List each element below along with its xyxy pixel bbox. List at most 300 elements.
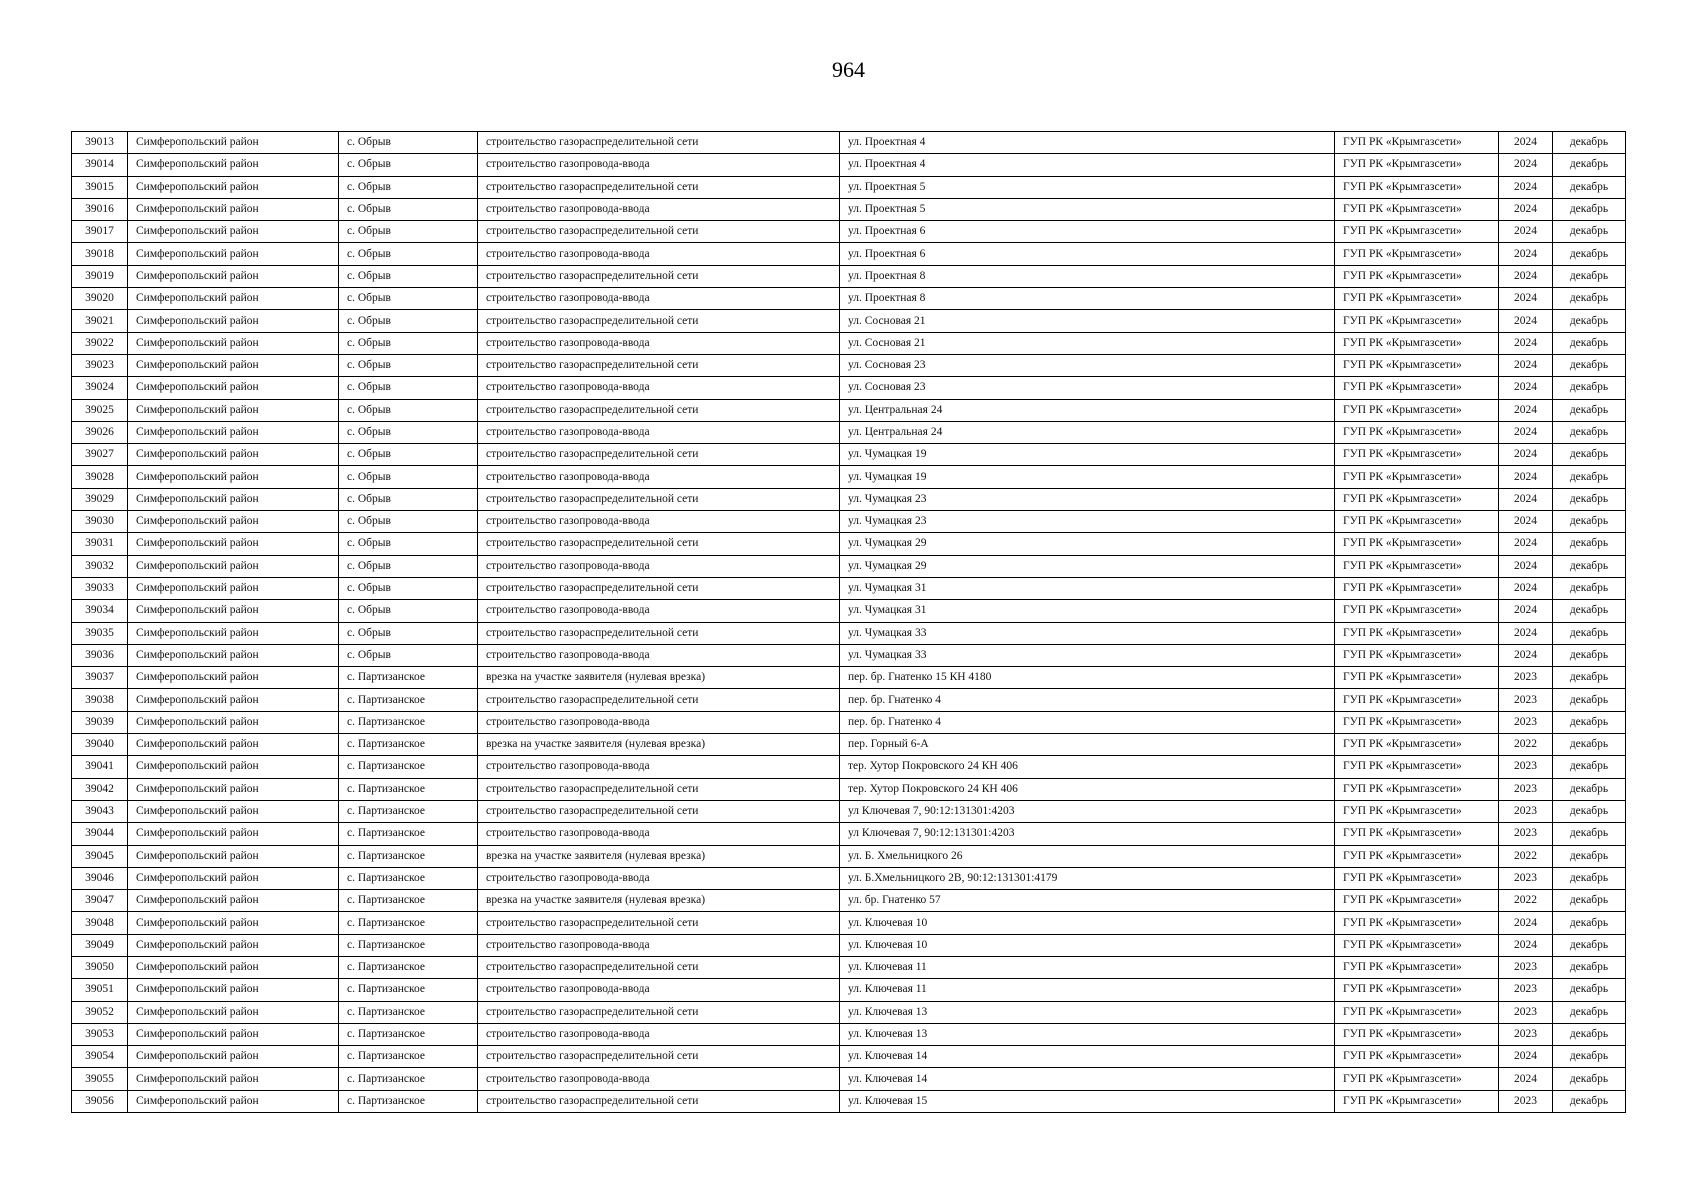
cell-district: Симферопольский район <box>128 354 339 376</box>
cell-work-type: врезка на участке заявителя (нулевая врезка) <box>478 845 840 867</box>
cell-work-type: строительство газопровода-ввода <box>478 867 840 889</box>
cell-year: 2024 <box>1499 132 1553 154</box>
cell-district: Симферопольский район <box>128 867 339 889</box>
cell-record-number: 39044 <box>72 823 128 845</box>
cell-organization: ГУП РК «Крымгазсети» <box>1335 221 1499 243</box>
cell-month: декабрь <box>1553 221 1626 243</box>
table-row <box>72 979 1626 1001</box>
table-row <box>72 243 1626 265</box>
cell-record-number: 39018 <box>72 243 128 265</box>
cell-settlement: с. Партизанское <box>339 1090 478 1112</box>
cell-record-number: 39025 <box>72 399 128 421</box>
cell-district: Симферопольский район <box>128 800 339 822</box>
cell-record-number: 39032 <box>72 555 128 577</box>
cell-address: ул. Ключевая 13 <box>840 1001 1335 1023</box>
cell-settlement: с. Обрыв <box>339 310 478 332</box>
cell-month: декабрь <box>1553 979 1626 1001</box>
cell-year: 2024 <box>1499 354 1553 376</box>
cell-organization: ГУП РК «Крымгазсети» <box>1335 421 1499 443</box>
cell-year: 2022 <box>1499 890 1553 912</box>
cell-settlement: с. Партизанское <box>339 689 478 711</box>
cell-district: Симферопольский район <box>128 1068 339 1090</box>
cell-organization: ГУП РК «Крымгазсети» <box>1335 555 1499 577</box>
cell-settlement: с. Обрыв <box>339 444 478 466</box>
cell-record-number: 39029 <box>72 488 128 510</box>
cell-address: ул. Ключевая 10 <box>840 912 1335 934</box>
table-row <box>72 667 1626 689</box>
cell-settlement: с. Партизанское <box>339 711 478 733</box>
cell-record-number: 39024 <box>72 377 128 399</box>
cell-month: декабрь <box>1553 377 1626 399</box>
table-row <box>72 756 1626 778</box>
cell-month: декабрь <box>1553 444 1626 466</box>
cell-settlement: с. Партизанское <box>339 756 478 778</box>
cell-address: ул. Сосновая 23 <box>840 377 1335 399</box>
table-row <box>72 934 1626 956</box>
cell-work-type: строительство газопровода-ввода <box>478 377 840 399</box>
cell-settlement: с. Партизанское <box>339 934 478 956</box>
cell-work-type: строительство газопровода-ввода <box>478 979 840 1001</box>
cell-district: Симферопольский район <box>128 890 339 912</box>
cell-year: 2024 <box>1499 622 1553 644</box>
cell-month: декабрь <box>1553 243 1626 265</box>
cell-record-number: 39026 <box>72 421 128 443</box>
cell-address: ул. Проектная 8 <box>840 288 1335 310</box>
cell-district: Симферопольский район <box>128 265 339 287</box>
cell-month: декабрь <box>1553 555 1626 577</box>
cell-settlement: с. Партизанское <box>339 800 478 822</box>
table-row <box>72 600 1626 622</box>
cell-work-type: строительство газораспределительной сети <box>478 622 840 644</box>
cell-record-number: 39052 <box>72 1001 128 1023</box>
cell-month: декабрь <box>1553 310 1626 332</box>
cell-record-number: 39043 <box>72 800 128 822</box>
cell-month: декабрь <box>1553 912 1626 934</box>
cell-record-number: 39016 <box>72 198 128 220</box>
cell-district: Симферопольский район <box>128 466 339 488</box>
cell-work-type: строительство газопровода-ввода <box>478 934 840 956</box>
cell-district: Симферопольский район <box>128 644 339 666</box>
cell-organization: ГУП РК «Крымгазсети» <box>1335 845 1499 867</box>
cell-settlement: с. Партизанское <box>339 667 478 689</box>
cell-work-type: строительство газораспределительной сети <box>478 956 840 978</box>
cell-work-type: строительство газопровода-ввода <box>478 1068 840 1090</box>
cell-district: Симферопольский район <box>128 934 339 956</box>
cell-settlement: с. Обрыв <box>339 288 478 310</box>
cell-work-type: строительство газораспределительной сети <box>478 176 840 198</box>
cell-record-number: 39051 <box>72 979 128 1001</box>
table-row <box>72 488 1626 510</box>
cell-settlement: с. Партизанское <box>339 1068 478 1090</box>
cell-address: ул. Проектная 5 <box>840 176 1335 198</box>
cell-district: Симферопольский район <box>128 778 339 800</box>
cell-year: 2024 <box>1499 511 1553 533</box>
cell-year: 2024 <box>1499 533 1553 555</box>
cell-district: Симферопольский район <box>128 577 339 599</box>
cell-year: 2023 <box>1499 979 1553 1001</box>
page-number: 964 <box>832 57 865 82</box>
cell-year: 2024 <box>1499 444 1553 466</box>
cell-year: 2024 <box>1499 466 1553 488</box>
cell-year: 2024 <box>1499 644 1553 666</box>
cell-organization: ГУП РК «Крымгазсети» <box>1335 689 1499 711</box>
table-row <box>72 711 1626 733</box>
cell-work-type: строительство газораспределительной сети <box>478 912 840 934</box>
cell-address: ул. Б.Хмельницкого 2В, 90:12:131301:4179 <box>840 867 1335 889</box>
cell-record-number: 39034 <box>72 600 128 622</box>
table-row <box>72 555 1626 577</box>
cell-district: Симферопольский район <box>128 912 339 934</box>
cell-record-number: 39023 <box>72 354 128 376</box>
cell-district: Симферопольский район <box>128 332 339 354</box>
registry-table-body <box>72 132 1626 1113</box>
cell-organization: ГУП РК «Крымгазсети» <box>1335 756 1499 778</box>
cell-organization: ГУП РК «Крымгазсети» <box>1335 176 1499 198</box>
cell-organization: ГУП РК «Крымгазсети» <box>1335 867 1499 889</box>
cell-address: ул. Ключевая 14 <box>840 1068 1335 1090</box>
cell-organization: ГУП РК «Крымгазсети» <box>1335 1068 1499 1090</box>
cell-address: ул. Ключевая 13 <box>840 1023 1335 1045</box>
cell-month: декабрь <box>1553 533 1626 555</box>
cell-address: ул. Центральная 24 <box>840 421 1335 443</box>
cell-year: 2023 <box>1499 800 1553 822</box>
table-row <box>72 912 1626 934</box>
cell-year: 2024 <box>1499 600 1553 622</box>
cell-year: 2024 <box>1499 332 1553 354</box>
cell-settlement: с. Партизанское <box>339 1046 478 1068</box>
cell-address: ул Ключевая 7, 90:12:131301:4203 <box>840 800 1335 822</box>
cell-work-type: строительство газораспределительной сети <box>478 354 840 376</box>
cell-month: декабрь <box>1553 1001 1626 1023</box>
cell-address: ул. Проектная 5 <box>840 198 1335 220</box>
cell-address: ул. Сосновая 21 <box>840 310 1335 332</box>
cell-work-type: врезка на участке заявителя (нулевая врезка) <box>478 667 840 689</box>
cell-year: 2023 <box>1499 689 1553 711</box>
cell-address: ул. Чумацкая 29 <box>840 555 1335 577</box>
cell-year: 2024 <box>1499 154 1553 176</box>
cell-month: декабрь <box>1553 198 1626 220</box>
table-row <box>72 533 1626 555</box>
cell-year: 2024 <box>1499 221 1553 243</box>
cell-organization: ГУП РК «Крымгазсети» <box>1335 377 1499 399</box>
cell-settlement: с. Партизанское <box>339 979 478 1001</box>
cell-settlement: с. Партизанское <box>339 1023 478 1045</box>
table-row <box>72 154 1626 176</box>
cell-settlement: с. Партизанское <box>339 845 478 867</box>
cell-address: пер. бр. Гнатенко 4 <box>840 689 1335 711</box>
cell-work-type: строительство газораспределительной сети <box>478 488 840 510</box>
cell-record-number: 39033 <box>72 577 128 599</box>
cell-settlement: с. Обрыв <box>339 511 478 533</box>
cell-work-type: строительство газопровода-ввода <box>478 600 840 622</box>
cell-year: 2024 <box>1499 399 1553 421</box>
cell-settlement: с. Обрыв <box>339 221 478 243</box>
cell-district: Симферопольский район <box>128 377 339 399</box>
cell-year: 2023 <box>1499 1023 1553 1045</box>
cell-record-number: 39035 <box>72 622 128 644</box>
table-row <box>72 132 1626 154</box>
cell-address: ул. Чумацкая 33 <box>840 622 1335 644</box>
cell-organization: ГУП РК «Крымгазсети» <box>1335 332 1499 354</box>
cell-record-number: 39040 <box>72 734 128 756</box>
cell-year: 2023 <box>1499 667 1553 689</box>
cell-settlement: с. Обрыв <box>339 243 478 265</box>
cell-district: Симферопольский район <box>128 176 339 198</box>
cell-address: ул. Ключевая 15 <box>840 1090 1335 1112</box>
cell-settlement: с. Обрыв <box>339 399 478 421</box>
cell-organization: ГУП РК «Крымгазсети» <box>1335 310 1499 332</box>
cell-organization: ГУП РК «Крымгазсети» <box>1335 1090 1499 1112</box>
cell-district: Симферопольский район <box>128 600 339 622</box>
cell-month: декабрь <box>1553 421 1626 443</box>
cell-district: Симферопольский район <box>128 1023 339 1045</box>
table-row <box>72 288 1626 310</box>
cell-record-number: 39021 <box>72 310 128 332</box>
cell-organization: ГУП РК «Крымгазсети» <box>1335 132 1499 154</box>
cell-month: декабрь <box>1553 890 1626 912</box>
cell-record-number: 39042 <box>72 778 128 800</box>
cell-organization: ГУП РК «Крымгазсети» <box>1335 466 1499 488</box>
cell-year: 2024 <box>1499 488 1553 510</box>
cell-record-number: 39027 <box>72 444 128 466</box>
cell-record-number: 39046 <box>72 867 128 889</box>
cell-work-type: строительство газораспределительной сети <box>478 265 840 287</box>
cell-year: 2024 <box>1499 912 1553 934</box>
cell-year: 2024 <box>1499 1046 1553 1068</box>
cell-record-number: 39022 <box>72 332 128 354</box>
cell-district: Симферопольский район <box>128 198 339 220</box>
cell-organization: ГУП РК «Крымгазсети» <box>1335 934 1499 956</box>
table-row <box>72 265 1626 287</box>
cell-address: ул. Проектная 8 <box>840 265 1335 287</box>
table-row <box>72 176 1626 198</box>
cell-settlement: с. Обрыв <box>339 577 478 599</box>
cell-organization: ГУП РК «Крымгазсети» <box>1335 912 1499 934</box>
cell-settlement: с. Обрыв <box>339 132 478 154</box>
cell-address: ул. Чумацкая 19 <box>840 444 1335 466</box>
cell-settlement: с. Обрыв <box>339 600 478 622</box>
cell-year: 2024 <box>1499 198 1553 220</box>
cell-settlement: с. Обрыв <box>339 488 478 510</box>
table-row <box>72 845 1626 867</box>
cell-work-type: строительство газораспределительной сети <box>478 577 840 599</box>
cell-month: декабрь <box>1553 488 1626 510</box>
cell-year: 2023 <box>1499 1001 1553 1023</box>
cell-work-type: строительство газораспределительной сети <box>478 444 840 466</box>
cell-address: ул. бр. Гнатенко 57 <box>840 890 1335 912</box>
table-row <box>72 1068 1626 1090</box>
cell-settlement: с. Обрыв <box>339 555 478 577</box>
cell-address: ул. Чумацкая 31 <box>840 600 1335 622</box>
cell-work-type: строительство газопровода-ввода <box>478 511 840 533</box>
table-row <box>72 1023 1626 1045</box>
table-row <box>72 399 1626 421</box>
cell-organization: ГУП РК «Крымгазсети» <box>1335 667 1499 689</box>
table-row <box>72 466 1626 488</box>
cell-district: Симферопольский район <box>128 288 339 310</box>
table-row <box>72 421 1626 443</box>
cell-settlement: с. Партизанское <box>339 734 478 756</box>
cell-district: Симферопольский район <box>128 823 339 845</box>
cell-record-number: 39031 <box>72 533 128 555</box>
table-row <box>72 221 1626 243</box>
cell-organization: ГУП РК «Крымгазсети» <box>1335 198 1499 220</box>
cell-work-type: врезка на участке заявителя (нулевая врезка) <box>478 734 840 756</box>
cell-year: 2024 <box>1499 265 1553 287</box>
cell-month: декабрь <box>1553 1068 1626 1090</box>
cell-year: 2024 <box>1499 421 1553 443</box>
cell-settlement: с. Партизанское <box>339 1001 478 1023</box>
cell-district: Симферопольский район <box>128 711 339 733</box>
cell-record-number: 39030 <box>72 511 128 533</box>
cell-month: декабрь <box>1553 800 1626 822</box>
cell-organization: ГУП РК «Крымгазсети» <box>1335 890 1499 912</box>
cell-district: Симферопольский район <box>128 622 339 644</box>
table-row <box>72 644 1626 666</box>
cell-address: пер. Горный 6-А <box>840 734 1335 756</box>
cell-record-number: 39056 <box>72 1090 128 1112</box>
cell-year: 2024 <box>1499 555 1553 577</box>
cell-district: Симферопольский район <box>128 533 339 555</box>
cell-organization: ГУП РК «Крымгазсети» <box>1335 800 1499 822</box>
cell-year: 2024 <box>1499 243 1553 265</box>
cell-work-type: строительство газопровода-ввода <box>478 198 840 220</box>
cell-month: декабрь <box>1553 332 1626 354</box>
table-row <box>72 823 1626 845</box>
cell-address: тер. Хутор Покровского 24 КН 406 <box>840 756 1335 778</box>
cell-record-number: 39055 <box>72 1068 128 1090</box>
cell-year: 2024 <box>1499 1068 1553 1090</box>
cell-organization: ГУП РК «Крымгазсети» <box>1335 243 1499 265</box>
cell-record-number: 39036 <box>72 644 128 666</box>
cell-organization: ГУП РК «Крымгазсети» <box>1335 488 1499 510</box>
cell-organization: ГУП РК «Крымгазсети» <box>1335 577 1499 599</box>
cell-year: 2024 <box>1499 288 1553 310</box>
cell-record-number: 39013 <box>72 132 128 154</box>
cell-settlement: с. Обрыв <box>339 644 478 666</box>
cell-settlement: с. Обрыв <box>339 622 478 644</box>
cell-address: ул. Чумацкая 23 <box>840 488 1335 510</box>
table-row <box>72 956 1626 978</box>
cell-year: 2024 <box>1499 577 1553 599</box>
cell-organization: ГУП РК «Крымгазсети» <box>1335 734 1499 756</box>
cell-organization: ГУП РК «Крымгазсети» <box>1335 511 1499 533</box>
table-row <box>72 778 1626 800</box>
cell-record-number: 39050 <box>72 956 128 978</box>
cell-district: Симферопольский район <box>128 689 339 711</box>
cell-district: Симферопольский район <box>128 667 339 689</box>
cell-district: Симферопольский район <box>128 1001 339 1023</box>
cell-work-type: строительство газораспределительной сети <box>478 778 840 800</box>
cell-organization: ГУП РК «Крымгазсети» <box>1335 778 1499 800</box>
cell-settlement: с. Обрыв <box>339 466 478 488</box>
cell-year: 2023 <box>1499 756 1553 778</box>
cell-address: ул. Проектная 6 <box>840 243 1335 265</box>
cell-month: декабрь <box>1553 1046 1626 1068</box>
cell-organization: ГУП РК «Крымгазсети» <box>1335 265 1499 287</box>
cell-organization: ГУП РК «Крымгазсети» <box>1335 979 1499 1001</box>
cell-organization: ГУП РК «Крымгазсети» <box>1335 533 1499 555</box>
cell-work-type: строительство газопровода-ввода <box>478 154 840 176</box>
cell-organization: ГУП РК «Крымгазсети» <box>1335 354 1499 376</box>
cell-district: Симферопольский район <box>128 444 339 466</box>
cell-organization: ГУП РК «Крымгазсети» <box>1335 600 1499 622</box>
cell-settlement: с. Партизанское <box>339 823 478 845</box>
cell-month: декабрь <box>1553 1023 1626 1045</box>
cell-work-type: строительство газораспределительной сети <box>478 533 840 555</box>
cell-month: декабрь <box>1553 734 1626 756</box>
cell-month: декабрь <box>1553 577 1626 599</box>
cell-organization: ГУП РК «Крымгазсети» <box>1335 1001 1499 1023</box>
cell-month: декабрь <box>1553 934 1626 956</box>
cell-year: 2023 <box>1499 956 1553 978</box>
cell-organization: ГУП РК «Крымгазсети» <box>1335 644 1499 666</box>
cell-work-type: строительство газораспределительной сети <box>478 399 840 421</box>
cell-address: ул. Чумацкая 29 <box>840 533 1335 555</box>
cell-work-type: строительство газораспределительной сети <box>478 132 840 154</box>
cell-month: декабрь <box>1553 622 1626 644</box>
cell-work-type: строительство газораспределительной сети <box>478 310 840 332</box>
cell-district: Симферопольский район <box>128 555 339 577</box>
cell-district: Симферопольский район <box>128 1090 339 1112</box>
cell-district: Симферопольский район <box>128 756 339 778</box>
cell-district: Симферопольский район <box>128 221 339 243</box>
cell-settlement: с. Партизанское <box>339 890 478 912</box>
cell-address: ул. Проектная 4 <box>840 132 1335 154</box>
cell-settlement: с. Партизанское <box>339 956 478 978</box>
cell-address: ул. Центральная 24 <box>840 399 1335 421</box>
cell-organization: ГУП РК «Крымгазсети» <box>1335 622 1499 644</box>
cell-organization: ГУП РК «Крымгазсети» <box>1335 399 1499 421</box>
cell-address: ул Ключевая 7, 90:12:131301:4203 <box>840 823 1335 845</box>
cell-district: Симферопольский район <box>128 734 339 756</box>
cell-record-number: 39053 <box>72 1023 128 1045</box>
cell-organization: ГУП РК «Крымгазсети» <box>1335 823 1499 845</box>
table-row <box>72 689 1626 711</box>
cell-address: пер. бр. Гнатенко 15 КН 4180 <box>840 667 1335 689</box>
cell-settlement: с. Обрыв <box>339 354 478 376</box>
cell-work-type: строительство газопровода-ввода <box>478 243 840 265</box>
cell-year: 2022 <box>1499 734 1553 756</box>
cell-record-number: 39015 <box>72 176 128 198</box>
cell-year: 2023 <box>1499 778 1553 800</box>
cell-record-number: 39020 <box>72 288 128 310</box>
cell-settlement: с. Обрыв <box>339 332 478 354</box>
cell-settlement: с. Обрыв <box>339 421 478 443</box>
cell-month: декабрь <box>1553 466 1626 488</box>
table-row <box>72 800 1626 822</box>
cell-record-number: 39038 <box>72 689 128 711</box>
cell-month: декабрь <box>1553 511 1626 533</box>
cell-month: декабрь <box>1553 956 1626 978</box>
cell-year: 2024 <box>1499 310 1553 332</box>
cell-district: Симферопольский район <box>128 1046 339 1068</box>
table-row <box>72 198 1626 220</box>
cell-district: Симферопольский район <box>128 310 339 332</box>
cell-organization: ГУП РК «Крымгазсети» <box>1335 1023 1499 1045</box>
cell-work-type: строительство газораспределительной сети <box>478 221 840 243</box>
cell-month: декабрь <box>1553 689 1626 711</box>
cell-organization: ГУП РК «Крымгазсети» <box>1335 1046 1499 1068</box>
cell-record-number: 39041 <box>72 756 128 778</box>
cell-district: Симферопольский район <box>128 154 339 176</box>
cell-work-type: строительство газопровода-ввода <box>478 332 840 354</box>
cell-work-type: строительство газопровода-ввода <box>478 421 840 443</box>
table-row <box>72 310 1626 332</box>
table-row <box>72 444 1626 466</box>
cell-month: декабрь <box>1553 711 1626 733</box>
cell-organization: ГУП РК «Крымгазсети» <box>1335 711 1499 733</box>
